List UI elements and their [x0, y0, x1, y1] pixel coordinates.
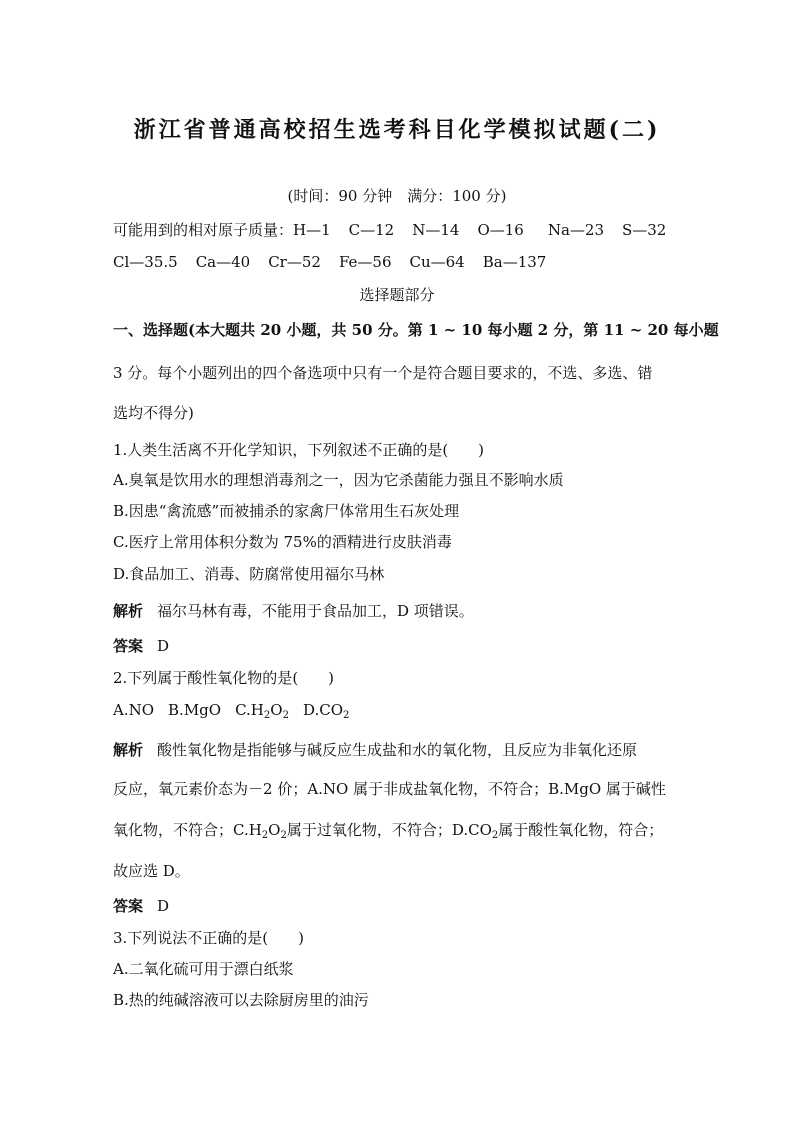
answer-label: 答案 — [113, 637, 144, 655]
option-d: $D.CO_2$ — [302, 701, 350, 721]
analysis-label: 解析 — [113, 602, 144, 620]
answer-value: D — [157, 637, 170, 655]
section-heading: 选择题部分 — [359, 286, 435, 304]
instructions-line: 选均不得分) — [113, 404, 194, 422]
question-1-option-b: B.因患“禽流感”而被捕杀的家禽尸体常用生石灰处理 — [113, 502, 460, 520]
question-1-option-c: C.医疗上常用体积分数为 75%的酒精进行皮肤消毒 — [113, 533, 452, 551]
atomic-mass: Fe—56 — [338, 253, 392, 271]
atomic-masses-row-2 — [113, 252, 546, 272]
question-3-option-b: B.热的纯碱溶液可以去除厨房里的油污 — [113, 991, 369, 1009]
atomic-mass: C—12 — [348, 221, 395, 239]
atomic-mass: H—1 — [293, 221, 331, 239]
atomic-mass: Ca—40 — [195, 253, 251, 271]
question-2-analysis-line: 故应选 D。 — [113, 862, 190, 880]
question-1-analysis — [113, 601, 474, 621]
option-b: B.MgO — [168, 701, 222, 719]
atomic-masses-label: 可能用到的相对原子质量： — [113, 221, 294, 239]
analysis-label: 解析 — [113, 741, 144, 759]
atomic-mass: O—16 — [477, 221, 524, 239]
option-a: A.NO — [113, 701, 155, 719]
answer-label: 答案 — [113, 897, 144, 915]
question-2-analysis-line: 氧化物，不符合；$C.H_2O_2$属于过氧化物，不符合；$D.CO_2$属于酸性氧化物，符合； — [113, 821, 664, 841]
question-2-analysis — [113, 740, 637, 760]
question-2-options — [113, 700, 349, 720]
page-title: 浙江省普通高校招生选考科目化学模拟试题(二) — [133, 117, 661, 143]
atomic-mass: S—32 — [621, 221, 667, 239]
analysis-text: 酸性氧化物是指能够与碱反应生成盐和水的氧化物，且反应为非氧化还原 — [157, 741, 638, 759]
exam-info: (时间：90 分钟 满分：100 分) — [287, 187, 507, 205]
question-1-option-d: D.食品加工、消毒、防腐常使用福尔马林 — [113, 565, 385, 583]
option-c: $C.H_2O_2$ — [235, 701, 289, 721]
question-2-analysis-line: 反应，氧元素价态为－2 价；A.NO 属于非成盐氧化物，不符合；B.MgO 属于碱性 — [113, 780, 666, 798]
atomic-mass: Cu—64 — [409, 253, 465, 271]
question-1-answer — [113, 636, 169, 656]
question-3-option-a: A.二氧化硫可用于漂白纸浆 — [113, 960, 294, 978]
answer-value: D — [157, 897, 170, 915]
atomic-mass: Ba—137 — [482, 253, 547, 271]
instructions-line: 3 分。每个小题列出的四个备选项中只有一个是符合题目要求的，不选、多选、错 — [113, 364, 653, 382]
analysis-text: 福尔马林有毒，不能用于食品加工，D 项错误。 — [157, 602, 474, 620]
atomic-mass: Na—23 — [547, 221, 604, 239]
instructions-line: 一、选择题(本大题共 20 小题，共 50 分。第 1 ~ 10 每小题 2 分，第 11 ~ 20 每小题 — [113, 321, 719, 339]
question-1-stem: 1.人类生活离不开化学知识，下列叙述不正确的是( ) — [113, 441, 485, 459]
question-2-stem: 2.下列属于酸性氧化物的是( ) — [113, 669, 335, 687]
question-2-answer — [113, 896, 169, 916]
atomic-mass: Cr—52 — [268, 253, 321, 271]
question-3-stem: 3.下列说法不正确的是( ) — [113, 929, 305, 947]
atomic-mass: N—14 — [412, 221, 460, 239]
atomic-mass: Cl—35.5 — [113, 253, 178, 271]
atomic-masses-row-1 — [113, 220, 666, 240]
question-1-option-a: A.臭氧是饮用水的理想消毒剂之一，因为它杀菌能力强且不影响水质 — [113, 471, 564, 489]
